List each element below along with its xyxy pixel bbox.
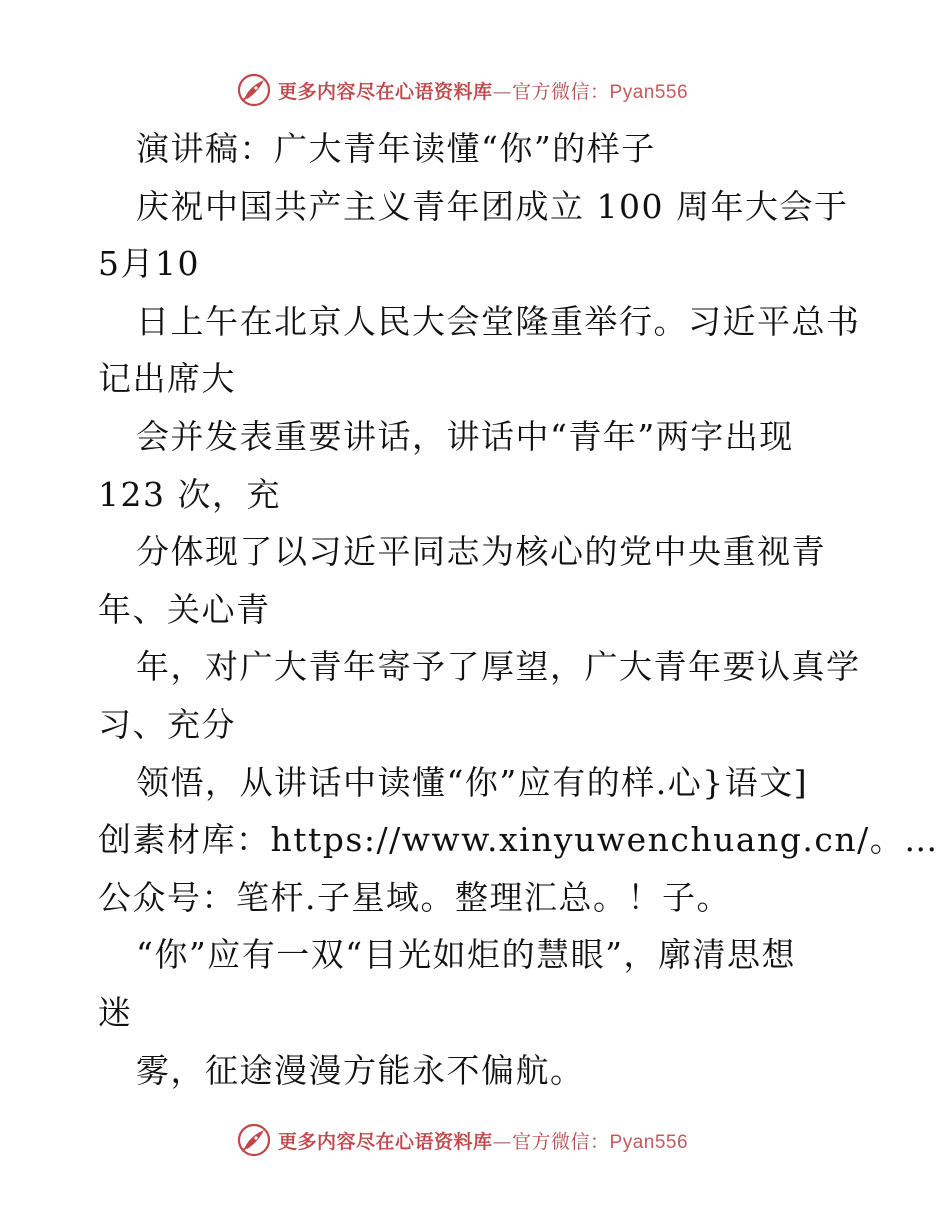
text-line: 习、充分: [98, 704, 236, 744]
text-line: 分体现了以习近平同志为核心的党中央重视青: [136, 532, 826, 572]
header-wechat-id: Pyan556: [609, 81, 689, 103]
text-line: 123 次，充: [98, 474, 281, 514]
text-line: 庆祝中国共产主义青年团成立 100 周年大会于: [136, 186, 849, 226]
document-body: [98, 120, 939, 1099]
text-line: 创素材库：https://www.xinyuwenchuang.cn/。…: [98, 820, 939, 860]
text-line: 演讲稿：广大青年读懂“你”的样子: [136, 129, 656, 168]
text-line: 会并发表重要讲话，讲话中“青年”两字出现: [136, 416, 794, 456]
footer-dash: —: [492, 1130, 513, 1153]
footer-wechat-label: 官方微信：: [512, 1130, 610, 1153]
text-line: 5月10: [98, 244, 200, 284]
pen-nib-logo-icon: [236, 72, 272, 108]
text-line: 日上午在北京人民大会堂隆重举行。习近平总书: [136, 301, 861, 341]
header-banner-text: [278, 77, 688, 104]
footer-brand: 更多内容尽在心语资料库: [278, 1130, 493, 1153]
header-brand: 更多内容尽在心语资料库: [278, 80, 493, 103]
text-line: “你”应有一双“目光如炬的慧眼”，廓清思想: [136, 935, 796, 975]
text-line: 记出席大: [98, 359, 236, 399]
header-banner: [236, 72, 688, 108]
text-line: 年、关心青: [98, 589, 271, 629]
pen-nib-logo-icon: [236, 1122, 272, 1158]
text-line: 迷: [98, 992, 133, 1032]
text-line: 公众号：笔杆.子星域。整理汇总。！子。: [98, 877, 731, 917]
text-line: 雾，征途漫漫方能永不偏航。: [136, 1050, 585, 1090]
footer-banner: [236, 1122, 688, 1158]
text-line: 领悟，从讲话中读懂“你”应有的样.心}语文]: [136, 762, 809, 802]
footer-wechat-id: Pyan556: [609, 1131, 689, 1153]
text-line: 年，对广大青年寄予了厚望，广大青年要认真学: [136, 647, 861, 687]
header-dash: —: [492, 80, 513, 103]
footer-banner-text: [278, 1127, 688, 1154]
header-wechat-label: 官方微信：: [512, 80, 610, 103]
